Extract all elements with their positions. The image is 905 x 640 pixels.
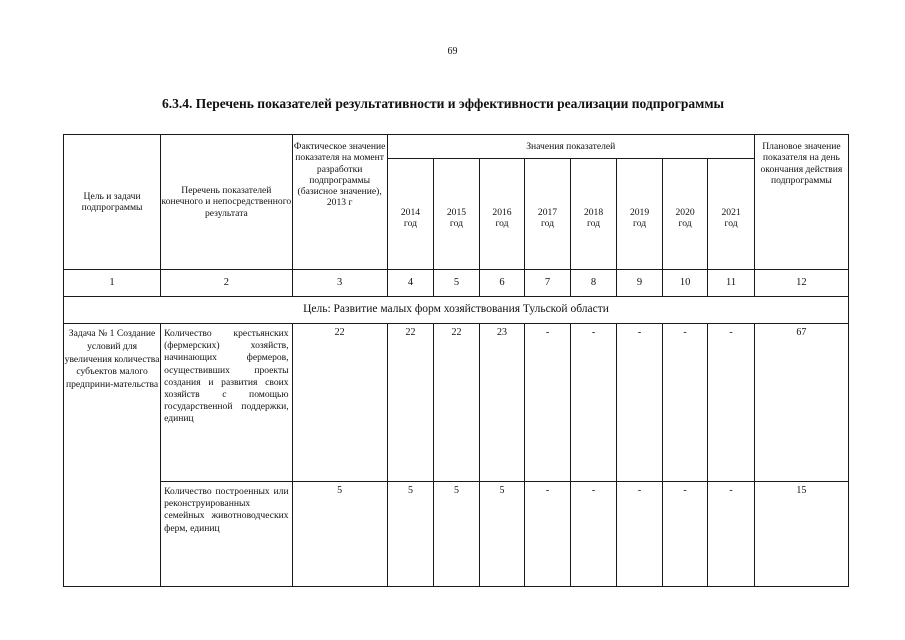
year-value: - (662, 324, 708, 482)
year-value: 5 (387, 482, 434, 587)
year-value: - (708, 482, 755, 587)
column-number: 6 (479, 270, 525, 297)
year-value: 5 (434, 482, 480, 587)
header-values-group: Значения показателей (387, 135, 754, 159)
base-value: 5 (292, 482, 387, 587)
header-goals: Цель и задачи подпрограммы (64, 135, 161, 270)
indicator-name: Количество построенных или реконструированных семейных животноводческих ферм, единиц (161, 482, 293, 587)
column-number: 3 (292, 270, 387, 297)
year-value: - (617, 324, 663, 482)
header-year-2018: 2018 год (570, 159, 617, 270)
column-number: 11 (708, 270, 755, 297)
year-value: - (708, 324, 755, 482)
column-number: 1 (64, 270, 161, 297)
table-header-row (64, 135, 849, 159)
year-value: - (570, 482, 617, 587)
column-number: 7 (525, 270, 571, 297)
goal-text: Цель: Развитие малых форм хозяйствования Тульской области (64, 297, 849, 324)
year-value: 5 (479, 482, 525, 587)
header-year-2019: 2019 год (617, 159, 663, 270)
header-planned-value: Плановое значение показателя на день окончания действия подпрограммы (754, 135, 848, 270)
indicators-table (63, 134, 849, 587)
column-number: 8 (570, 270, 617, 297)
table-row (64, 482, 849, 587)
year-value: - (617, 482, 663, 587)
header-indicators-list: Перечень показателей конечного и непосредственного результата (161, 135, 293, 270)
column-number: 9 (617, 270, 663, 297)
column-number: 4 (387, 270, 434, 297)
table-row (64, 324, 849, 482)
section-heading: 6.3.4. Перечень показателей результативности и эффективности реализации подпрограммы (162, 96, 725, 111)
column-number: 2 (161, 270, 293, 297)
header-year-2017: 2017 год (525, 159, 571, 270)
header-year-2015: 2015 год (434, 159, 480, 270)
task-text: Задача № 1 Создание условий для увеличения количества субъектов малого предприни-мательства (64, 324, 161, 587)
page-number: 69 (447, 46, 458, 57)
header-year-2020: 2020 год (662, 159, 708, 270)
header-year-2016: 2016 год (479, 159, 525, 270)
column-number: 12 (754, 270, 848, 297)
year-value: - (662, 482, 708, 587)
goal-row (64, 297, 849, 324)
base-value: 22 (292, 324, 387, 482)
header-actual-value: Фактическое значение показателя на момент разработки подпрограммы (базисное значение), 2013 г (292, 135, 387, 270)
year-value: 22 (434, 324, 480, 482)
column-numbers-row (64, 270, 849, 297)
column-number: 5 (434, 270, 480, 297)
year-value: - (525, 324, 571, 482)
header-year-2021: 2021 год (708, 159, 755, 270)
column-number: 10 (662, 270, 708, 297)
year-value: - (525, 482, 571, 587)
planned-value: 67 (754, 324, 848, 482)
indicator-name: Количество крестьянских (фермерских) хозяйств, начинающих фермеров, осуществивших проекты создания и развития своих хозяйств с помощью государственной поддержки, единиц (161, 324, 293, 482)
year-value: 22 (387, 324, 434, 482)
header-year-2014: 2014 год (387, 159, 434, 270)
planned-value: 15 (754, 482, 848, 587)
year-value: - (570, 324, 617, 482)
year-value: 23 (479, 324, 525, 482)
